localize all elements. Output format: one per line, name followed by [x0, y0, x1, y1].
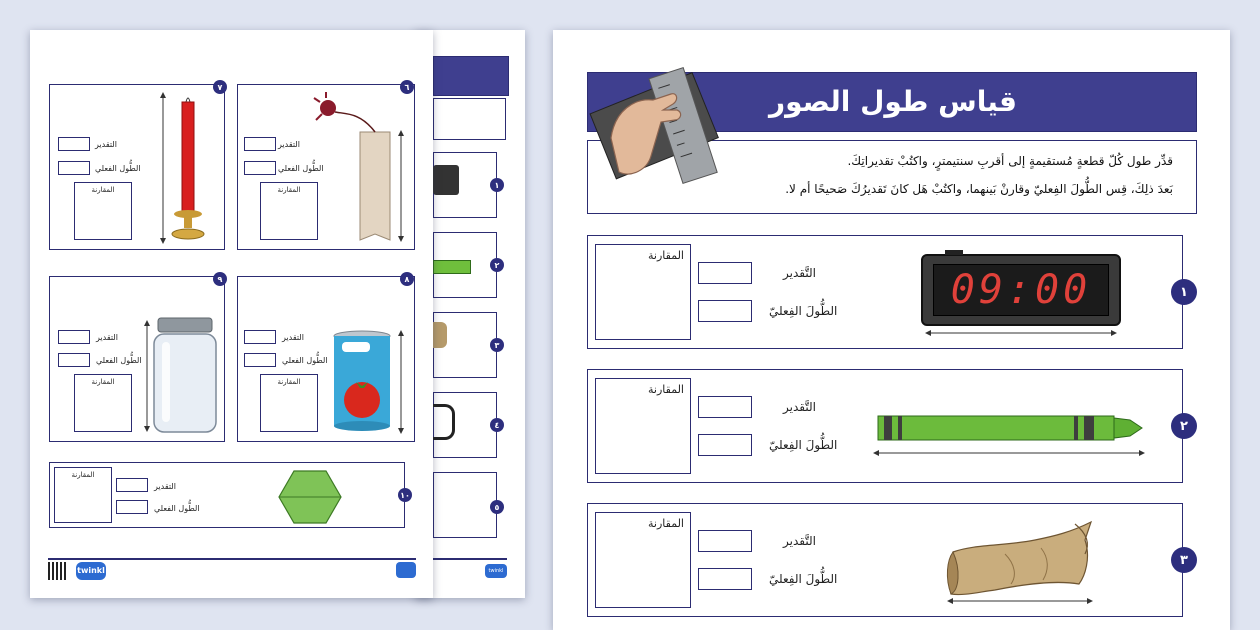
item-10-estimate-input[interactable]	[116, 478, 148, 492]
item-9-number: ٩	[213, 272, 227, 286]
glasses-icon	[433, 404, 455, 440]
left-footer-line	[48, 558, 416, 560]
item-6-estimate-input[interactable]	[244, 137, 276, 151]
item-9-estimate-input[interactable]	[58, 330, 90, 344]
item-2-estimate-input[interactable]	[698, 396, 752, 418]
hand-ruler-image	[591, 60, 721, 190]
middle-instruction-box	[433, 98, 506, 140]
middle-number-2: ٢	[490, 258, 504, 272]
item-9-actual-label: الطُّول الفعلي	[96, 356, 142, 365]
item-1-measure-arrow	[925, 330, 1117, 336]
item-8-actual-input[interactable]	[244, 353, 276, 367]
item-7-actual-label: الطُّول الفعلي	[95, 164, 141, 173]
item-10-comparison-box[interactable]: المقارنة	[54, 467, 112, 523]
item-8-measure-arrow	[398, 330, 404, 434]
item-6-number: ٦	[400, 80, 414, 94]
item-3-estimate-label: التَّقدير	[783, 534, 816, 548]
left-footer-badge	[396, 562, 416, 578]
item-2-crayon-image	[878, 414, 1144, 442]
item-7-estimate-label: التقدير	[95, 140, 117, 149]
item-9-measure-arrow	[144, 320, 150, 432]
item-3-measure-arrow	[947, 598, 1093, 604]
middle-item-row-5	[433, 472, 497, 538]
instruction-line-2: بَعدَ ذلِكَ، قِس الطُّولَ الفِعليّ وقارنْ بَينهما، واكتُبْ هَل كانَ تَقديرُكَ صَحيحًا أم لا.	[785, 182, 1173, 196]
item-2-measure-arrow	[873, 450, 1145, 456]
item-8-comparison-box[interactable]: المقارنة	[260, 374, 318, 432]
middle-number-1: ١	[490, 178, 504, 192]
middle-number-5: ٥	[490, 500, 504, 514]
clock-icon	[433, 165, 459, 195]
main-worksheet-page	[553, 30, 1230, 630]
item-10-number: ١٠	[398, 488, 412, 502]
item-6-measure-arrow	[398, 130, 404, 242]
item-7-candle-image	[168, 94, 208, 244]
item-3-scroll-image	[945, 518, 1095, 600]
item-6-comparison-box[interactable]: المقارنة	[260, 182, 318, 240]
page-title: قياس طول الصور	[768, 85, 1017, 118]
item-1-actual-label: الطُّولَ الفِعليّ	[769, 304, 838, 318]
item-9-comparison-box[interactable]: المقارنة	[74, 374, 132, 432]
item-2-actual-label: الطُّولَ الفِعليّ	[769, 438, 838, 452]
item-6-actual-input[interactable]	[244, 161, 276, 175]
item-3-actual-input[interactable]	[698, 568, 752, 590]
item-1-comparison-box[interactable]: المقارنة	[595, 244, 691, 340]
item-2-comparison-box[interactable]: المقارنة	[595, 378, 691, 474]
middle-footer-logo: twinkl	[485, 564, 507, 578]
item-9-jar-image	[152, 318, 218, 434]
item-8-estimate-label: التقدير	[282, 333, 304, 342]
item-6-actual-label: الطُّول الفعلي	[278, 164, 324, 173]
left-footer-logo: twinkl	[76, 562, 106, 580]
instruction-line-1: قدِّر طول كُلّ قطعةٍ مُستقيمةٍ إلى أقربِ سنتيمترٍ، واكتُبْ تقديراتِكَ.	[847, 154, 1173, 168]
item-3-comparison-box[interactable]: المقارنة	[595, 512, 691, 608]
item-1-clock-image	[921, 254, 1121, 326]
item-10-hexagon-image	[278, 470, 342, 524]
item-10-actual-input[interactable]	[116, 500, 148, 514]
item-7-number: ٧	[213, 80, 227, 94]
clock-time-display: 09:00	[950, 267, 1092, 313]
item-7-measure-arrow	[160, 92, 166, 244]
crayon-icon	[433, 260, 471, 274]
item-2-actual-input[interactable]	[698, 434, 752, 456]
clock-button	[945, 250, 963, 255]
item-1-estimate-input[interactable]	[698, 262, 752, 284]
item-6-bookmark-image	[300, 92, 400, 248]
middle-title-bar	[433, 56, 509, 96]
item-8-number: ٨	[400, 272, 414, 286]
item-2-estimate-label: التَّقدير	[783, 400, 816, 414]
item-1-estimate-label: التَّقدير	[783, 266, 816, 280]
scroll-icon	[433, 322, 447, 348]
item-1-number: ١	[1171, 279, 1197, 305]
item-1-actual-input[interactable]	[698, 300, 752, 322]
item-9-actual-input[interactable]	[58, 353, 90, 367]
item-7-comparison-box[interactable]: المقارنة	[74, 182, 132, 240]
left-worksheet-page	[30, 30, 433, 598]
item-3-actual-label: الطُّولَ الفِعليّ	[769, 572, 838, 586]
item-7-actual-input[interactable]	[58, 161, 90, 175]
item-8-estimate-input[interactable]	[244, 330, 276, 344]
item-6-estimate-label: التقدير	[278, 140, 300, 149]
item-3-estimate-input[interactable]	[698, 530, 752, 552]
item-8-can-image	[330, 330, 394, 432]
item-8-actual-label: الطُّول الفعلي	[282, 356, 328, 365]
item-9-estimate-label: التقدير	[96, 333, 118, 342]
middle-footer-line	[433, 558, 507, 560]
item-2-number: ٢	[1171, 413, 1197, 439]
item-10-estimate-label: التقدير	[154, 482, 176, 491]
middle-number-4: ٤	[490, 418, 504, 432]
item-7-estimate-input[interactable]	[58, 137, 90, 151]
qr-code-icon	[48, 562, 66, 580]
item-3-number: ٣	[1171, 547, 1197, 573]
middle-number-3: ٣	[490, 338, 504, 352]
item-10-actual-label: الطُّول الفعلي	[154, 504, 200, 513]
clock-screen	[933, 264, 1109, 316]
